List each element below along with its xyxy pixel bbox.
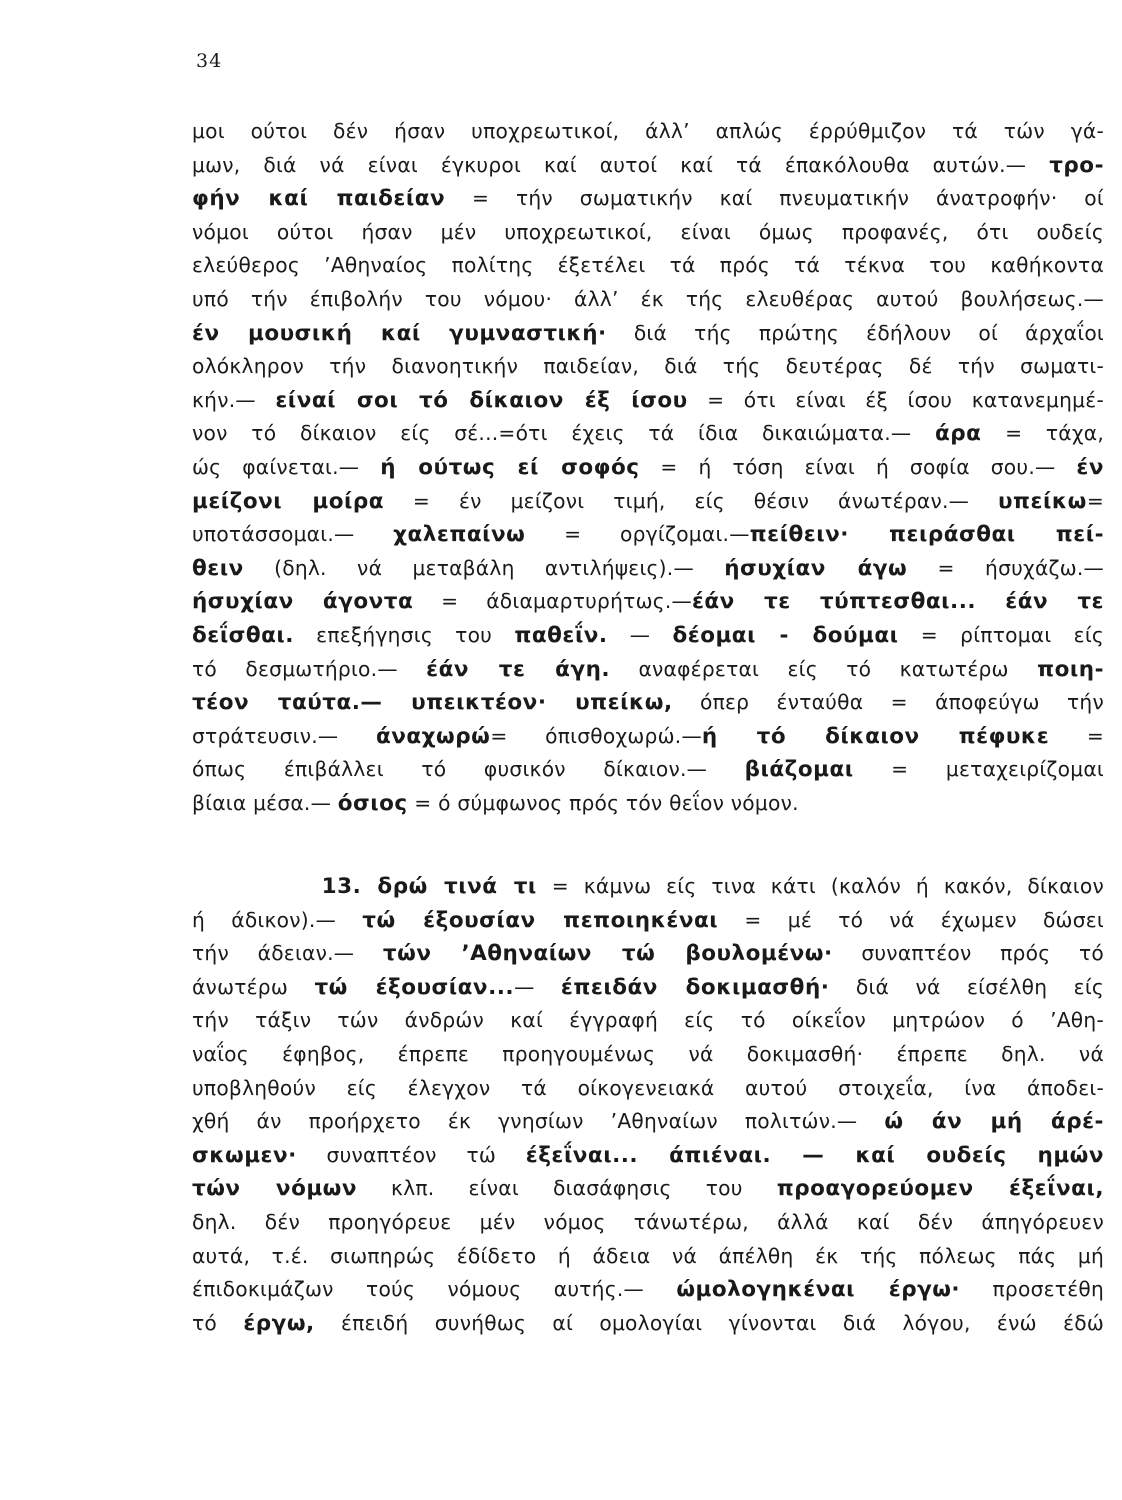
text-run: διά νά είσέλθη είς bbox=[829, 974, 1104, 999]
text-line bbox=[192, 1072, 1104, 1106]
text-line bbox=[192, 451, 1104, 485]
bold-term: 13. δρώ τινά τι bbox=[192, 874, 537, 899]
bold-term: χαλεπαίνω bbox=[393, 522, 526, 548]
text-run: όπερ ένταύθα = άποφεύγω τήν bbox=[672, 690, 1104, 715]
text-run: κλπ. είναι διασάφησις του bbox=[357, 1176, 777, 1201]
text-line bbox=[192, 417, 1104, 451]
bold-term: έάν τε άγη. bbox=[426, 656, 611, 682]
text-run: αυτά, τ.έ. σιωπηρώς έδίδετο ή άδεια νά άπέλθη έκ τής πόλεως πάς μή bbox=[192, 1243, 1104, 1268]
text-run: = bbox=[1086, 488, 1104, 513]
text-run: = ήσυχάζω.— bbox=[907, 555, 1104, 580]
bold-term: έάν τε τύπτεσθαι... έάν τε bbox=[691, 589, 1104, 615]
bold-term: τέον ταύτα.— υπεικτέον· υπείκω, bbox=[192, 690, 673, 716]
text-line bbox=[192, 1038, 1104, 1072]
bold-term: δέομαι - δούμαι bbox=[672, 622, 899, 648]
text-line bbox=[192, 870, 1104, 904]
paragraph bbox=[192, 115, 1104, 820]
text-run: συναπτέον πρός τό bbox=[832, 941, 1104, 966]
text-line bbox=[192, 283, 1104, 317]
bold-term: τώ έξουσίαν... bbox=[314, 974, 515, 1000]
bold-term: τώ έξουσίαν πεποιηκέναι bbox=[362, 907, 719, 933]
text-line bbox=[192, 653, 1104, 687]
text-run: = ό σύμφωνος πρός τόν θεΐον νόμον. bbox=[407, 790, 799, 815]
bold-term: ή ούτως εί σοφός bbox=[380, 454, 640, 480]
text-run: άνωτέρω bbox=[192, 974, 315, 999]
bold-term: έξεΐναι... άπιέναι. — καί ουδείς ημών bbox=[525, 1142, 1104, 1168]
bold-term: φήν καί παιδείαν bbox=[192, 186, 446, 212]
text-line bbox=[192, 1240, 1104, 1274]
text-run: μοι ούτοι δέν ήσαν υποχρεωτικοί, άλλ’ απλώς έρρύθμιζον τά τών γά- bbox=[192, 119, 1104, 143]
text-line bbox=[192, 971, 1104, 1005]
bold-term: θειν bbox=[192, 555, 244, 581]
text-line bbox=[192, 1172, 1104, 1206]
text-line bbox=[192, 619, 1104, 653]
text-line bbox=[192, 1105, 1104, 1139]
bold-term: παθεΐν. bbox=[514, 622, 608, 648]
text-line bbox=[192, 753, 1104, 787]
text-run: υπό τήν έπιβολήν του νόμου· άλλ’ έκ τής ελευθέρας αυτού βουλήσεως.— bbox=[192, 286, 1104, 311]
text-line bbox=[192, 585, 1104, 619]
paragraph bbox=[192, 870, 1104, 1340]
text-run: χθή άν προήρχετο έκ γνησίων ’Αθηναίων πολιτών.— bbox=[192, 1109, 885, 1134]
text-run: τήν τάξιν τών άνδρών καί έγγραφή είς τό οίκεΐον μητρώον ό ’Αθη- bbox=[192, 1008, 1104, 1033]
text-line bbox=[192, 149, 1104, 183]
text-run: = ότι είναι έξ ίσου κατανεμημέ- bbox=[687, 387, 1104, 412]
bold-term: τών νόμων bbox=[192, 1176, 357, 1202]
bold-term: άναχωρώ bbox=[376, 723, 491, 749]
text-run: τήν άδειαν.— bbox=[192, 941, 383, 966]
text-line bbox=[192, 317, 1104, 351]
text-run: = μέ τό νά έχωμεν δώσει bbox=[718, 907, 1104, 932]
text-line bbox=[192, 787, 1104, 821]
text-run: ελεύθερος ’Αθηναίος πολίτης έξετέλει τά πρός τά τέκνα του καθήκοντα bbox=[192, 253, 1104, 278]
text-line bbox=[192, 1307, 1104, 1341]
text-line bbox=[192, 1004, 1104, 1038]
bold-term: έργω, bbox=[243, 1310, 315, 1336]
text-line bbox=[192, 182, 1104, 216]
text-run: τό δεσμωτήριο.— bbox=[192, 656, 427, 681]
text-run: στράτευσιν.— bbox=[192, 723, 376, 748]
bold-term: σκωμεν· bbox=[192, 1142, 297, 1168]
text-line bbox=[192, 485, 1104, 519]
text-run: νον τό δίκαιον είς σέ...=ότι έχεις τά ίδια δικαιώματα.— bbox=[192, 421, 935, 446]
text-run: = οργίζομαι.— bbox=[525, 522, 750, 547]
text-run: = ρίπτομαι είς bbox=[898, 622, 1104, 647]
bold-term: έν bbox=[1076, 454, 1104, 480]
text-run: = μεταχειρίζομαι bbox=[853, 757, 1104, 782]
bold-term: τών ’Αθηναίων τώ βουλομένω· bbox=[382, 941, 833, 967]
bold-term: έπειδάν δοκιμασθή· bbox=[560, 974, 830, 1000]
text-line bbox=[192, 384, 1104, 418]
text-run: = ή τόση είναι ή σοφία σου.— bbox=[639, 454, 1077, 479]
text-line bbox=[192, 720, 1104, 754]
text-run: = όπισθοχωρώ.— bbox=[490, 723, 702, 748]
text-run: ή άδικον).— bbox=[192, 907, 363, 932]
text-run: συναπτέον τώ bbox=[296, 1142, 526, 1167]
bold-term: υπείκω bbox=[997, 488, 1087, 514]
text-run: προσετέθη bbox=[960, 1277, 1104, 1302]
text-run: ολόκληρον τήν διανοητικήν παιδείαν, διά τής δευτέρας δέ τήν σωματι- bbox=[192, 354, 1104, 379]
text-line bbox=[192, 1273, 1104, 1307]
text-run: τό bbox=[192, 1310, 244, 1335]
bold-term: τρο- bbox=[1049, 152, 1104, 178]
text-run: = bbox=[1049, 723, 1104, 748]
bold-term: έν μουσική καί γυμναστική· bbox=[192, 320, 607, 346]
text-run: = τήν σωματικήν καί πνευματικήν άνατροφήν· οί bbox=[445, 186, 1104, 211]
text-run: επεξήγησις του bbox=[293, 622, 515, 647]
text-run: υποβληθούν είς έλεγχον τά οίκογενειακά αυτού στοιχεΐα, ίνα άποδει- bbox=[192, 1075, 1104, 1100]
text-line bbox=[192, 350, 1104, 384]
bold-term: πείθειν· πειράσθαι πεί- bbox=[749, 522, 1104, 548]
text-run: = άδιαμαρτυρήτως.— bbox=[413, 589, 692, 614]
text-run: βίαια μέσα.— bbox=[192, 790, 338, 815]
text-line bbox=[192, 216, 1104, 250]
text-line bbox=[192, 249, 1104, 283]
text-line bbox=[192, 937, 1104, 971]
text-run: έπιδοκιμάζων τούς νόμους αυτής.— bbox=[192, 1277, 677, 1302]
text-run: = κάμνω είς τινα κάτι (καλόν ή κακόν, δίκαιον bbox=[536, 874, 1104, 898]
text-run: μων, διά νά είναι έγκυροι καί αυτοί καί τά έπακόλουθα αυτών.— bbox=[192, 152, 1050, 177]
bold-term: είναί σοι τό δίκαιον έξ ίσου bbox=[275, 387, 688, 413]
text-line bbox=[192, 904, 1104, 938]
text-run: ναΐος έφηβος, έπρεπε προηγουμένως νά δοκιμασθή· έπρεπε δηλ. νά bbox=[192, 1041, 1104, 1066]
bold-term: προαγορεύομεν έξεΐναι, bbox=[776, 1176, 1104, 1202]
text-run: — bbox=[514, 974, 561, 999]
text-run: διά τής πρώτης έδήλουν οί άρχαΐοι bbox=[606, 320, 1104, 345]
text-line bbox=[192, 1206, 1104, 1240]
text-run: έπειδή συνήθως αί ομολογίαι γίνονται διά λόγου, ένώ έδώ bbox=[314, 1310, 1104, 1335]
text-line bbox=[192, 552, 1104, 586]
bold-term: μείζονι μοίρα bbox=[192, 488, 385, 514]
text-line bbox=[192, 115, 1104, 149]
bold-term: όσιος bbox=[337, 790, 408, 816]
bold-term: ώ άν μή άρέ- bbox=[884, 1109, 1104, 1135]
bold-term: ώμολογηκέναι έργω· bbox=[676, 1277, 961, 1303]
text-run: = τάχα, bbox=[981, 421, 1104, 446]
text-run: (δηλ. νά μεταβάλη αντιλήψεις).— bbox=[243, 555, 725, 580]
text-run: — bbox=[607, 622, 673, 647]
text-line bbox=[192, 686, 1104, 720]
text-run: = έν μείζονι τιμή, είς θέσιν άνωτέραν.— bbox=[384, 488, 998, 513]
text-run: όπως έπιβάλλει τό φυσικόν δίκαιον.— bbox=[192, 757, 745, 782]
bold-term: ήσυχίαν άγοντα bbox=[192, 589, 414, 615]
text-line bbox=[192, 1139, 1104, 1173]
bold-term: ποιη- bbox=[1037, 656, 1104, 682]
bold-term: βιάζομαι bbox=[744, 757, 854, 783]
bold-term: ή τό δίκαιον πέφυκε bbox=[701, 723, 1050, 749]
bold-term: δεΐσθαι. bbox=[192, 622, 294, 648]
text-run: κήν.— bbox=[192, 387, 276, 412]
text-run: νόμοι ούτοι ήσαν μέν υποχρεωτικοί, είναι όμως προφανές, ότι ουδείς bbox=[192, 219, 1104, 244]
text-line bbox=[192, 518, 1104, 552]
page-number: 34 bbox=[196, 50, 223, 72]
bold-term: άρα bbox=[934, 421, 982, 447]
bold-term: ήσυχίαν άγω bbox=[724, 555, 908, 581]
text-run: ώς φαίνεται.— bbox=[192, 454, 381, 479]
text-run: υποτάσσομαι.— bbox=[192, 522, 394, 547]
text-run: αναφέρεται είς τό κατωτέρω bbox=[610, 656, 1038, 681]
text-run: δηλ. δέν προηγόρευε μέν νόμος τάνωτέρω, άλλά καί δέν άπηγόρευεν bbox=[192, 1209, 1104, 1234]
